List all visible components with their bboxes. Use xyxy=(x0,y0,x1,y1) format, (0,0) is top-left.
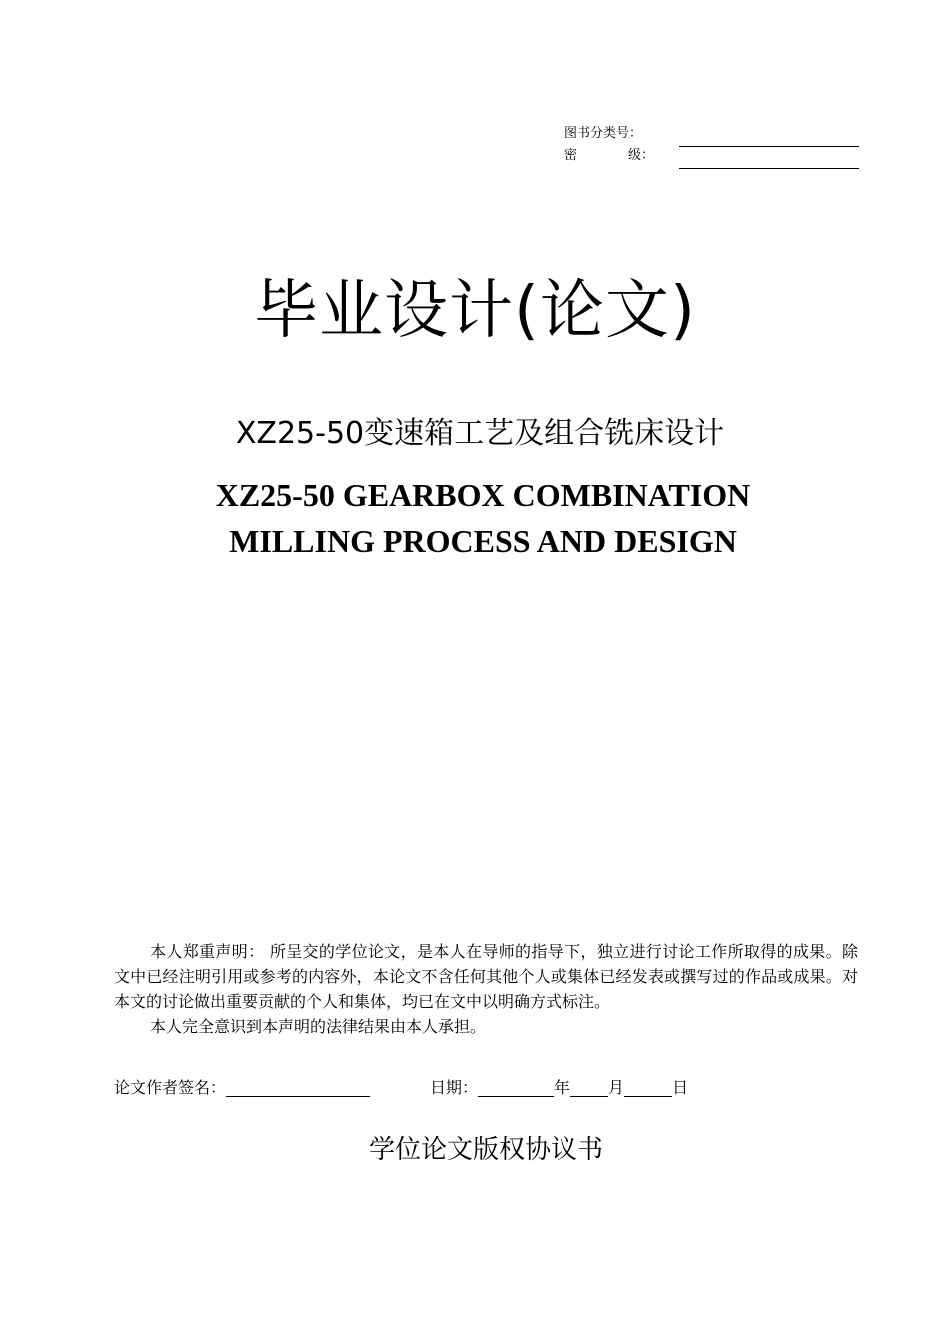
originality-declaration xyxy=(114,939,858,1039)
thesis-title-english xyxy=(0,472,950,564)
thesis-title-chinese: XZ25-50变速箱工艺及组合铣床设计 xyxy=(235,416,725,451)
declaration-paragraph: 本人郑重声明： 所呈交的学位论文，是本人在导师的指导下，独立进行讨论工作所取得的成果。除文中已经注明引用或参考的内容外，本论文不含任何其他个人或集体已经发表或撰写过的作品或成果。对本文的讨论做出重要贡献的个人和集体，均已在文中以明确方式标注。 xyxy=(114,942,858,1011)
month-label: 月 xyxy=(608,1078,625,1097)
classification-row xyxy=(564,124,864,146)
secret-level-label xyxy=(564,146,654,166)
page-title: 毕业设计(论文) xyxy=(254,274,696,348)
day-label: 日 xyxy=(672,1078,689,1097)
date-year-field[interactable] xyxy=(478,1076,554,1097)
copyright-agreement-title: 学位论文版权协议书 xyxy=(368,1135,603,1165)
signature-row xyxy=(114,1076,858,1100)
date-month-field[interactable] xyxy=(570,1076,608,1097)
author-signature-label: 论文作者签名： xyxy=(114,1078,227,1097)
date-label: 日期： xyxy=(430,1078,479,1097)
secret-level-label-char1: 密 xyxy=(564,148,578,163)
classification-label: 图书分类号： xyxy=(564,126,643,141)
author-signature-field[interactable] xyxy=(226,1076,370,1097)
thesis-title-english-line2: MILLING PROCESS AND DESIGN xyxy=(229,523,737,559)
secret-level-label-char2: 级： xyxy=(627,148,654,163)
date-day-field[interactable] xyxy=(624,1076,672,1097)
secret-level-underline xyxy=(679,168,859,169)
secret-level-row xyxy=(564,146,864,168)
year-label: 年 xyxy=(554,1078,571,1097)
classification-block xyxy=(564,124,864,168)
thesis-title-english-line1: XZ25-50 GEARBOX COMBINATION xyxy=(215,477,751,513)
declaration-paragraph: 本人完全意识到本声明的法律结果由本人承担。 xyxy=(150,1017,487,1036)
